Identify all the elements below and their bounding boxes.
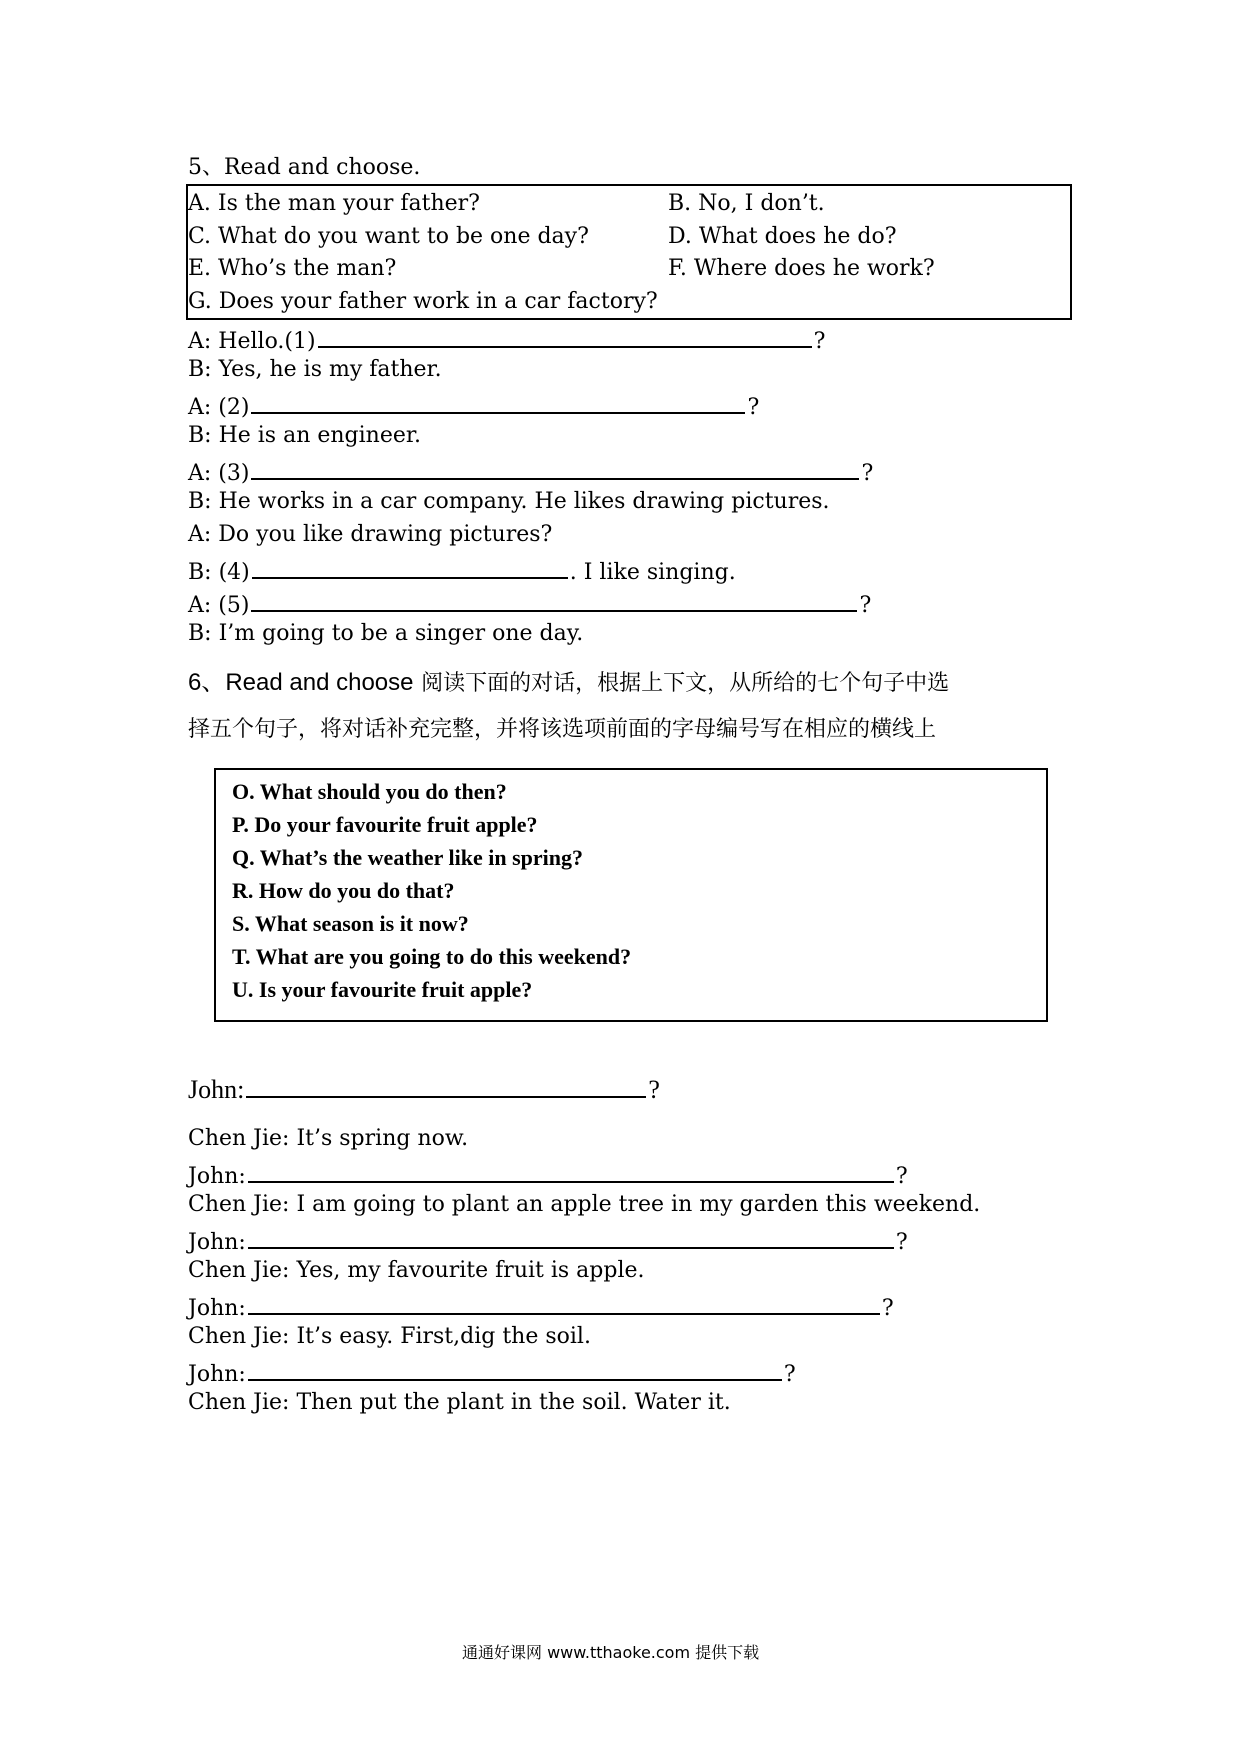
dialogue-prefix: A: Do you like drawing pictures? <box>188 522 553 547</box>
dialogue-prefix: Chen Jie: It’s spring now. <box>188 1126 469 1151</box>
option-r: R. How do you do that? <box>232 878 455 903</box>
dialogue-line <box>188 1355 796 1390</box>
dialogue-suffix: ? <box>895 1164 908 1189</box>
option-b: B. No, I don’t. <box>668 191 825 216</box>
section6-heading-cn-line2: 择五个句子，将对话补充完整，并将该选项前面的字母编号写在相应的横线上 <box>188 717 937 742</box>
dialogue-prefix: B: He is an engineer. <box>188 423 421 448</box>
dialogue-line <box>188 586 871 621</box>
dialogue-prefix: A: (2) <box>188 395 250 420</box>
option-s: S. What season is it now? <box>232 911 469 936</box>
dialogue-line <box>188 1388 731 1418</box>
answer-blank-9[interactable] <box>248 1289 880 1315</box>
dialogue-line <box>188 553 736 588</box>
answer-blank-10[interactable] <box>248 1355 782 1381</box>
dialogue-line <box>188 1157 908 1192</box>
dialogue-line <box>188 322 825 357</box>
dialogue-line <box>188 355 442 385</box>
option-q: Q. What’s the weather like in spring? <box>232 845 584 870</box>
dialogue-line <box>188 1289 894 1324</box>
dialogue-line <box>188 487 830 517</box>
dialogue-suffix: ? <box>895 1230 908 1255</box>
dialogue-line <box>188 1124 468 1154</box>
dialogue-prefix: John: <box>188 1230 246 1255</box>
dialogue-line <box>188 1190 980 1220</box>
section6-heading <box>188 666 949 700</box>
dialogue-suffix: ? <box>648 1075 660 1104</box>
answer-blank-3[interactable] <box>251 454 859 480</box>
answer-blank-1[interactable] <box>318 322 812 348</box>
dialogue-suffix: ? <box>859 593 872 618</box>
dialogue-prefix: John: <box>188 1075 245 1104</box>
dialogue-suffix: ? <box>861 461 874 486</box>
dialogue-prefix: A: (3) <box>188 461 250 486</box>
dialogue-line <box>188 454 873 489</box>
option-d: D. What does he do? <box>668 224 897 249</box>
answer-blank-7[interactable] <box>248 1157 894 1183</box>
option-a: A. Is the man your father? <box>188 191 480 216</box>
page-footer: 通通好课网 www.tthaoke.com 提供下载 <box>462 1643 760 1662</box>
dialogue-prefix: John: <box>188 1296 246 1321</box>
dialogue-prefix: B: I’m going to be a singer one day. <box>188 621 584 646</box>
option-o: O. What should you do then? <box>232 779 507 804</box>
option-c: C. What do you want to be one day? <box>188 224 589 249</box>
answer-blank-5[interactable] <box>251 586 857 612</box>
dialogue-line <box>188 1223 908 1258</box>
option-p: P. Do your favourite fruit apple? <box>232 812 538 837</box>
option-u: U. Is your favourite fruit apple? <box>232 977 533 1002</box>
section6-heading-cn: 阅读下面的对话，根据上下文，从所给的七个句子中选 <box>421 671 950 696</box>
dialogue-suffix: ? <box>783 1362 796 1387</box>
section6-heading-en: 6、Read and choose <box>188 669 414 696</box>
option-g: G. Does your father work in a car factory? <box>188 289 658 314</box>
answer-blank-2[interactable] <box>251 388 745 414</box>
option-e: E. Who’s the man? <box>188 256 397 281</box>
dialogue-prefix: B: (4) <box>188 560 250 585</box>
dialogue-suffix: ? <box>881 1296 894 1321</box>
dialogue-line <box>188 1072 660 1108</box>
answer-blank-4[interactable] <box>252 553 568 579</box>
dialogue-line <box>188 520 552 550</box>
dialogue-prefix: B: Yes, he is my father. <box>188 357 442 382</box>
dialogue-line <box>188 388 759 423</box>
dialogue-prefix: A: Hello.(1) <box>188 329 316 354</box>
dialogue-line <box>188 421 421 451</box>
dialogue-line <box>188 1322 591 1352</box>
dialogue-prefix: John: <box>188 1164 246 1189</box>
dialogue-prefix: Chen Jie: It’s easy. First,dig the soil. <box>188 1324 591 1349</box>
dialogue-line <box>188 619 583 649</box>
dialogue-prefix: Chen Jie: I am going to plant an apple tree in my garden this weekend. <box>188 1192 981 1217</box>
dialogue-prefix: Chen Jie: Yes, my favourite fruit is apple. <box>188 1258 645 1283</box>
dialogue-prefix: B: He works in a car company. He likes drawing pictures. <box>188 489 830 514</box>
dialogue-suffix: ? <box>813 329 826 354</box>
dialogue-prefix: A: (5) <box>188 593 250 618</box>
dialogue-prefix: Chen Jie: Then put the plant in the soil. Water it. <box>188 1390 731 1415</box>
dialogue-prefix: John: <box>188 1362 246 1387</box>
dialogue-suffix: . I like singing. <box>569 560 736 585</box>
section5-heading: 5、Read and choose. <box>188 155 421 180</box>
dialogue-line <box>188 1256 645 1286</box>
dialogue-suffix: ? <box>747 395 760 420</box>
answer-blank-6[interactable] <box>246 1072 646 1098</box>
option-f: F. Where does he work? <box>668 256 935 281</box>
answer-blank-8[interactable] <box>248 1223 894 1249</box>
option-t: T. What are you going to do this weekend? <box>232 944 632 969</box>
